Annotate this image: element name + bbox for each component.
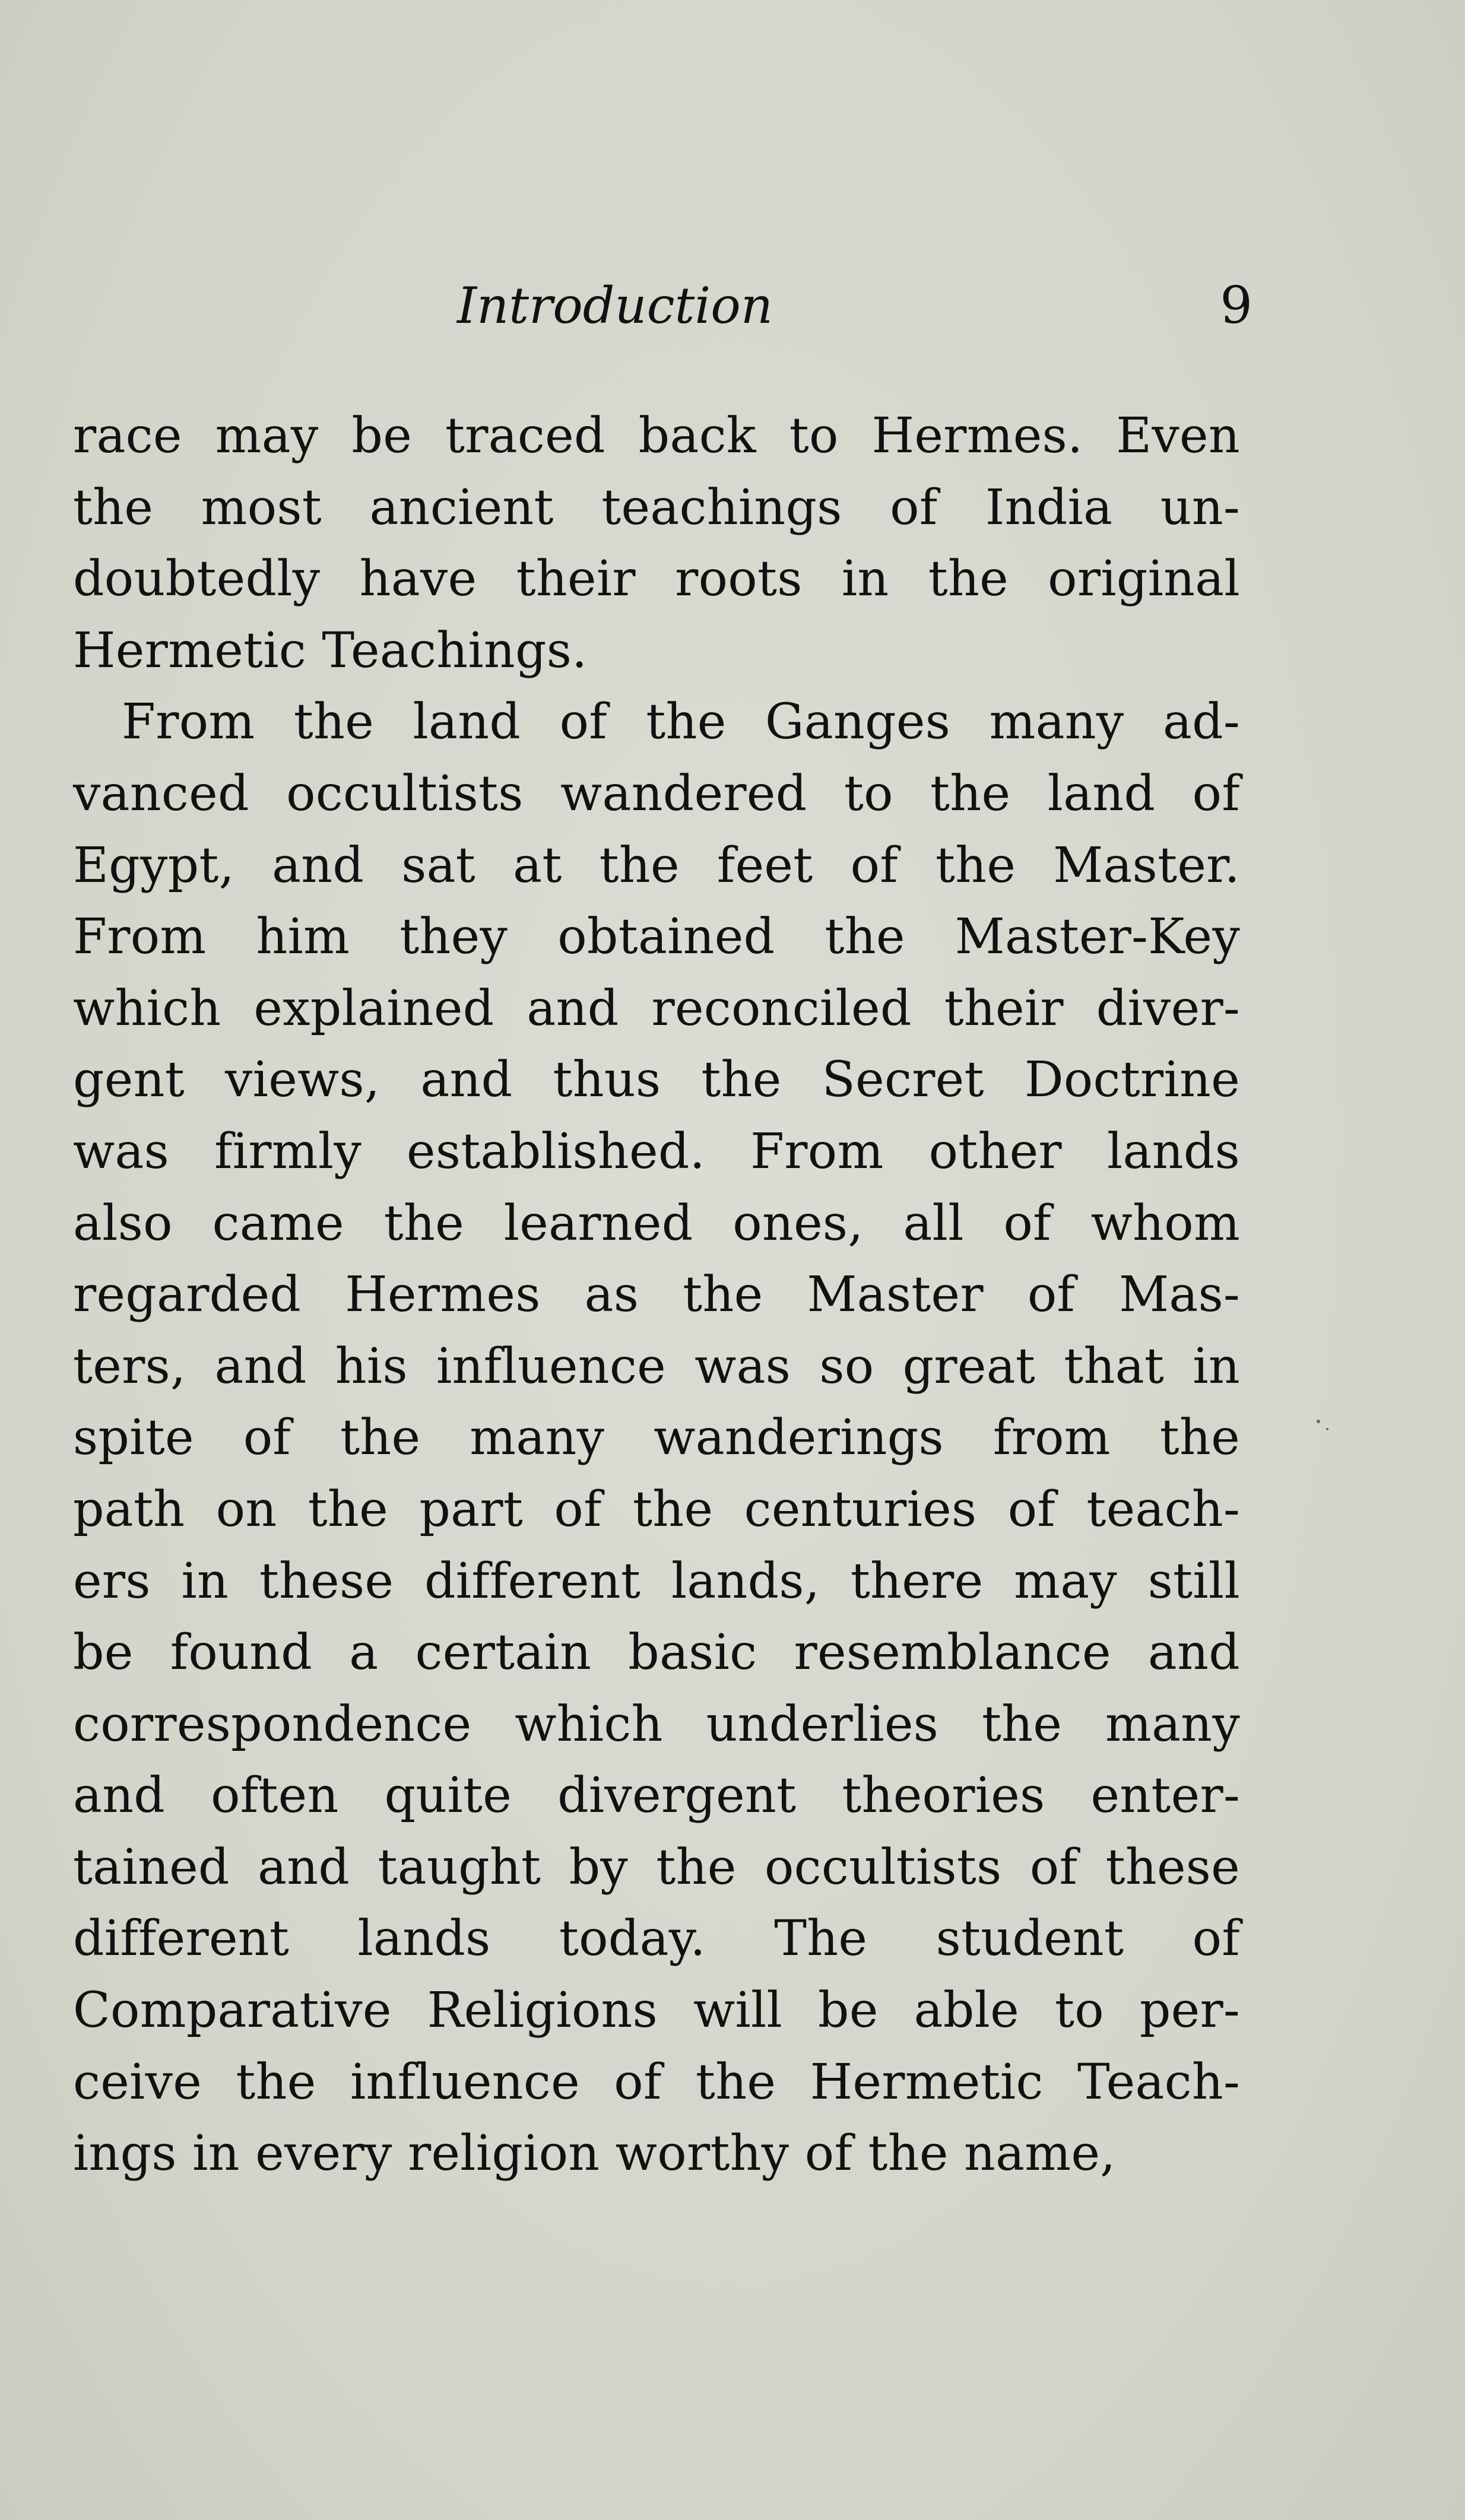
text-line: path on the part of the centuries of teach- — [73, 1481, 1240, 1538]
paper-speck — [1326, 1428, 1328, 1430]
text-line: Hermetic Teachings. — [73, 622, 588, 679]
text-line: regarded Hermes as the Master of Mas- — [73, 1267, 1240, 1324]
running-head: Introduction — [457, 277, 773, 335]
text-line: From the land of the Ganges many ad- — [122, 694, 1240, 751]
text-line: doubtedly have their roots in the original — [73, 551, 1240, 608]
text-line: be found a certain basic resemblance and — [73, 1624, 1240, 1681]
text-line: was firmly established. From other lands — [73, 1123, 1240, 1180]
text-line: ters, and his influence was so great that in — [73, 1338, 1240, 1395]
page-header — [0, 270, 1465, 341]
text-line: From him they obtained the Master-Key — [73, 909, 1240, 966]
text-line: tained and taught by the occultists of these — [73, 1839, 1240, 1896]
paper-speck — [1317, 1420, 1320, 1423]
text-line: gent views, and thus the Secret Doctrine — [73, 1052, 1240, 1109]
text-line: spite of the many wanderings from the — [73, 1410, 1240, 1467]
text-line: Egypt, and sat at the feet of the Master. — [73, 837, 1240, 894]
text-line: vanced occultists wandered to the land of — [73, 765, 1240, 822]
text-line: different lands today. The student of — [73, 1910, 1240, 1967]
text-line: ings in every religion worthy of the name, — [73, 2125, 1116, 2182]
text-line: and often quite divergent theories enter- — [73, 1767, 1240, 1824]
text-line: Comparative Religions will be able to per- — [73, 1982, 1240, 2039]
text-line: which explained and reconciled their diver- — [73, 980, 1240, 1037]
text-line: ers in these different lands, there may still — [73, 1553, 1240, 1610]
text-line: race may be traced back to Hermes. Even — [73, 408, 1240, 464]
text-line: correspondence which underlies the many — [73, 1696, 1240, 1753]
text-line: the most ancient teachings of India un- — [73, 479, 1240, 536]
body-text — [73, 401, 1240, 2190]
text-line: ceive the influence of the Hermetic Teach- — [73, 2054, 1240, 2110]
page-number: 9 — [1220, 276, 1252, 335]
text-line: also came the learned ones, all of whom — [73, 1195, 1240, 1252]
